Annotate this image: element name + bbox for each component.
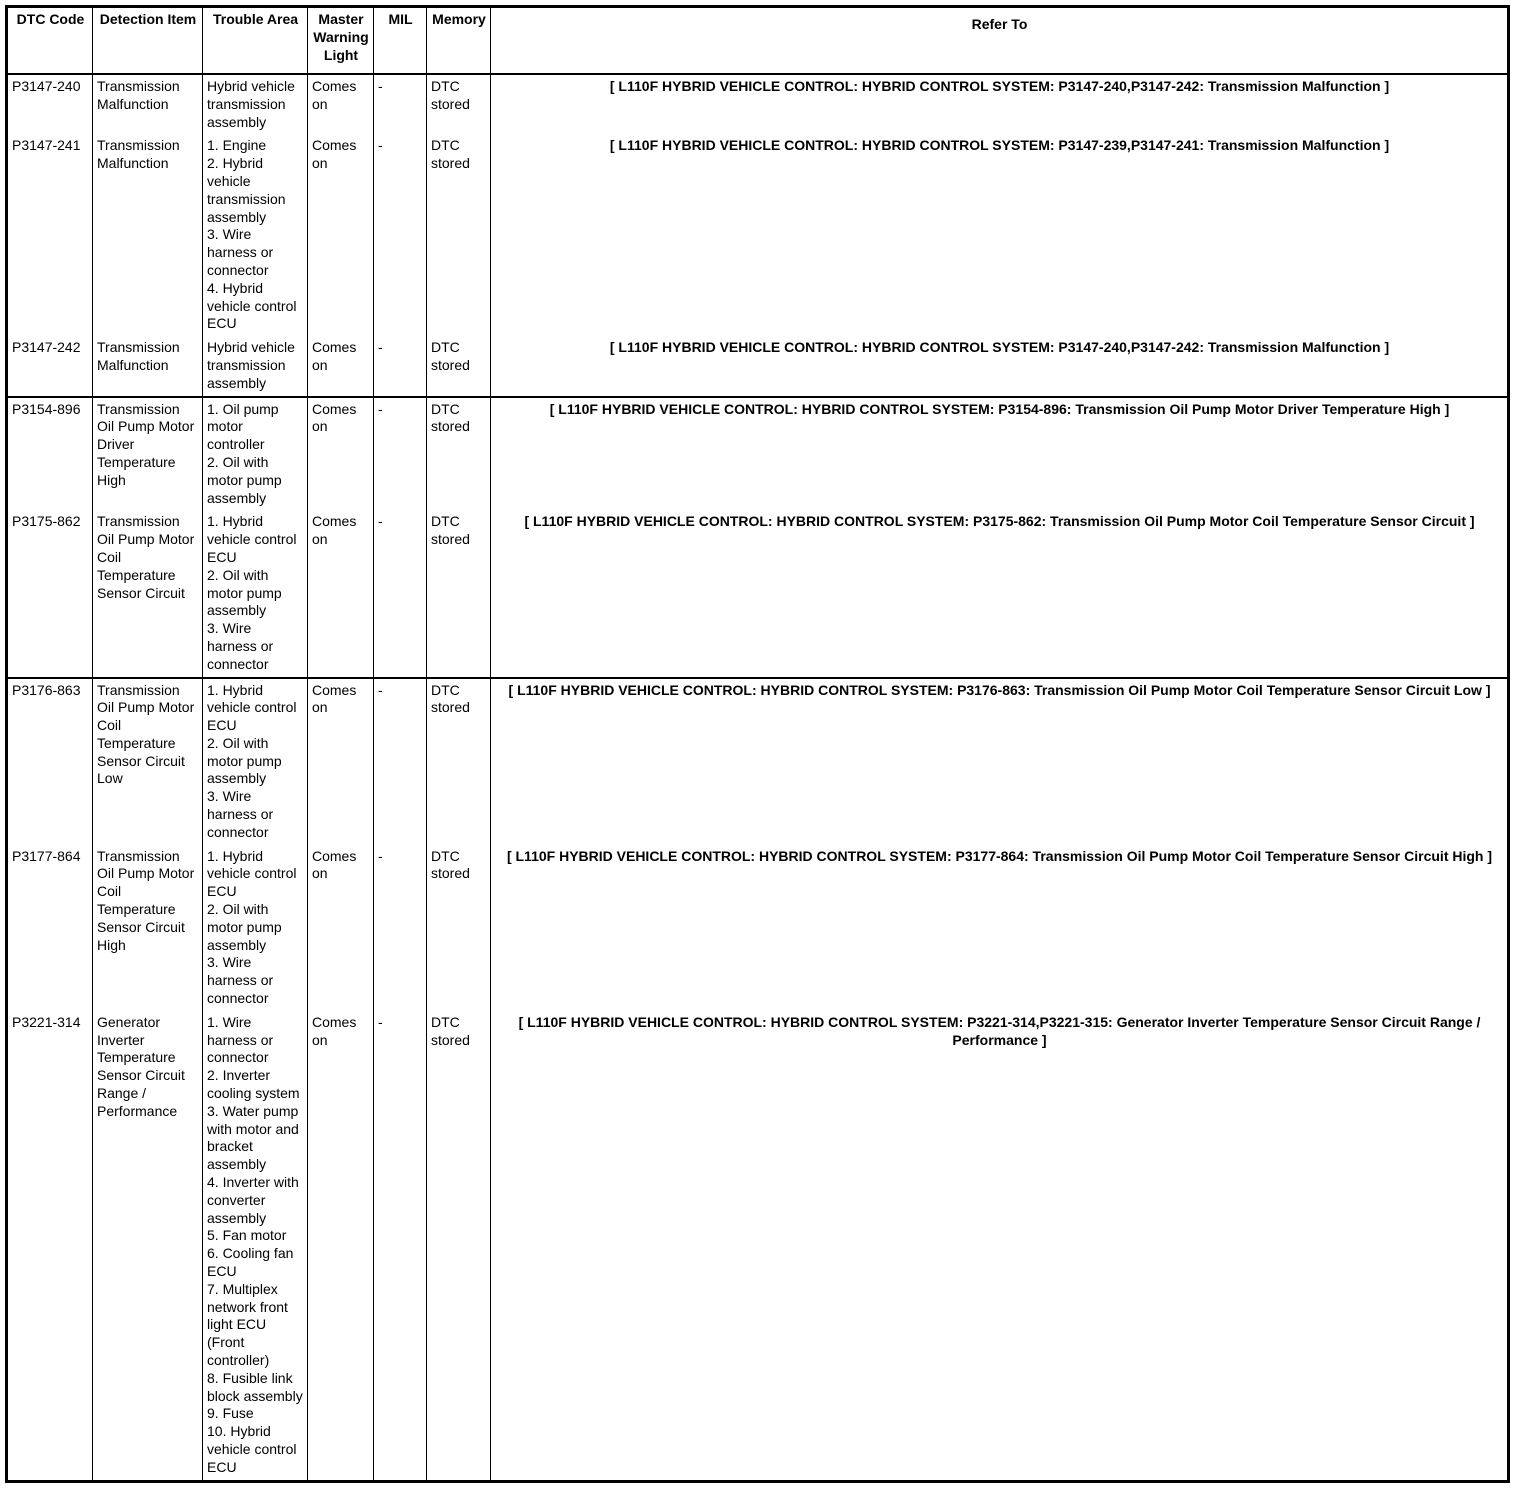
master-warning-cell: Comes on: [308, 134, 374, 336]
detection-item-cell: Transmission Oil Pump Motor Coil Temperature Sensor Circuit: [93, 510, 203, 677]
trouble-area-item: 1. Engine: [207, 137, 267, 154]
detection-item-cell: Transmission Oil Pump Motor Coil Temperature Sensor Circuit Low: [93, 678, 203, 845]
trouble-area-item: 1. Hybrid vehicle control ECU: [207, 513, 297, 565]
refer-to-link[interactable]: [ L110F HYBRID VEHICLE CONTROL: HYBRID CONTROL SYSTEM: P3147-239,P3147-241: Transmission Malfunction ]: [491, 134, 1509, 336]
detection-item-cell: Generator Inverter Temperature Sensor Circuit Range / Performance: [93, 1011, 203, 1481]
detection-item-cell: Transmission Oil Pump Motor Coil Temperature Sensor Circuit High: [93, 845, 203, 1011]
master-warning-cell: Comes on: [308, 678, 374, 845]
header-dtc-code: DTC Code: [7, 7, 93, 75]
trouble-area-item: 3. Wire harness or connector: [207, 620, 274, 672]
trouble-area-item: 1. Hybrid vehicle control ECU: [207, 847, 297, 900]
detection-item-cell: Transmission Malfunction: [93, 74, 203, 134]
table-row: [7, 845, 1509, 1011]
trouble-area-item: 3. Water pump with motor and bracket assembly: [207, 1102, 299, 1173]
memory-cell: DTC stored: [427, 845, 491, 1011]
dtc-code-cell: P3221-314: [7, 1011, 93, 1481]
table-row: [7, 397, 1509, 511]
trouble-area-item: 1. Oil pump motor controller: [207, 400, 279, 453]
trouble-area-item: 4. Hybrid vehicle control ECU: [207, 279, 297, 332]
trouble-area-item: 4. Inverter with converter assembly: [207, 1174, 299, 1226]
detection-item-cell: Transmission Malfunction: [93, 336, 203, 396]
header-row: [7, 7, 1509, 75]
dtc-code-cell: P3147-242: [7, 336, 93, 396]
mil-cell: -: [374, 1011, 427, 1481]
refer-to-link[interactable]: [ L110F HYBRID VEHICLE CONTROL: HYBRID CONTROL SYSTEM: P3177-864: Transmission Oil Pump Motor Coil Temperature Sensor Circuit High ]: [491, 845, 1509, 1011]
memory-cell: DTC stored: [427, 510, 491, 677]
header-mil: MIL: [374, 7, 427, 75]
refer-to-link[interactable]: [ L110F HYBRID VEHICLE CONTROL: HYBRID CONTROL SYSTEM: P3221-314,P3221-315: Generator Inverter Temperature Sensor Circuit Range / Performance ]: [491, 1011, 1509, 1481]
refer-to-link[interactable]: [ L110F HYBRID VEHICLE CONTROL: HYBRID CONTROL SYSTEM: P3154-896: Transmission Oil Pump Motor Driver Temperature High ]: [491, 397, 1509, 511]
master-warning-cell: Comes on: [308, 397, 374, 511]
mil-cell: -: [374, 134, 427, 336]
mil-cell: -: [374, 510, 427, 677]
trouble-area-item: 2. Oil with motor pump assembly: [207, 453, 282, 506]
memory-cell: DTC stored: [427, 336, 491, 396]
trouble-area-cell: [203, 1011, 308, 1481]
header-detection-item: Detection Item: [93, 7, 203, 75]
trouble-area-item: 8. Fusible link block assembly: [207, 1369, 303, 1404]
refer-to-link[interactable]: [ L110F HYBRID VEHICLE CONTROL: HYBRID CONTROL SYSTEM: P3175-862: Transmission Oil Pump Motor Coil Temperature Sensor Circuit ]: [491, 510, 1509, 677]
dtc-code-cell: P3147-240: [7, 74, 93, 134]
table-row: [7, 74, 1509, 134]
trouble-area-item: 7. Multiplex network front light ECU (Front controller): [207, 1280, 288, 1368]
mil-cell: -: [374, 845, 427, 1011]
trouble-area-cell: [203, 397, 308, 511]
trouble-area-cell: [203, 678, 308, 845]
trouble-area-item: 2. Oil with motor pump assembly: [207, 566, 282, 619]
mil-cell: -: [374, 74, 427, 134]
trouble-area-item: 3. Wire harness or connector: [207, 788, 274, 840]
table-row: [7, 678, 1509, 845]
trouble-area-item: 2. Inverter cooling system: [207, 1067, 300, 1102]
dtc-code-cell: P3147-241: [7, 134, 93, 336]
table-row: [7, 1011, 1509, 1481]
header-memory: Memory: [427, 7, 491, 75]
detection-item-cell: Transmission Oil Pump Motor Driver Temperature High: [93, 397, 203, 511]
trouble-area-cell: Hybrid vehicle transmission assembly: [203, 336, 308, 396]
refer-to-link[interactable]: [ L110F HYBRID VEHICLE CONTROL: HYBRID CONTROL SYSTEM: P3176-863: Transmission Oil Pump Motor Coil Temperature Sensor Circuit Low ]: [491, 678, 1509, 845]
memory-cell: DTC stored: [427, 1011, 491, 1481]
dtc-table-container: [5, 5, 1507, 1495]
memory-cell: DTC stored: [427, 74, 491, 134]
dtc-code-cell: P3177-864: [7, 845, 93, 1011]
trouble-area-item: 9. Fuse: [207, 1405, 254, 1422]
header-refer-to: Refer To: [491, 7, 1509, 75]
dtc-code-cell: P3176-863: [7, 678, 93, 845]
master-warning-cell: Comes on: [308, 74, 374, 134]
memory-cell: DTC stored: [427, 678, 491, 845]
refer-to-link[interactable]: [ L110F HYBRID VEHICLE CONTROL: HYBRID CONTROL SYSTEM: P3147-240,P3147-242: Transmission Malfunction ]: [491, 336, 1509, 396]
trouble-area-item: 6. Cooling fan ECU: [207, 1245, 294, 1279]
trouble-area-item: 10. Hybrid vehicle control ECU: [207, 1423, 297, 1475]
detection-item-cell: Transmission Malfunction: [93, 134, 203, 336]
dtc-code-cell: P3175-862: [7, 510, 93, 677]
mil-cell: -: [374, 336, 427, 396]
table-row: [7, 510, 1509, 677]
header-trouble-area: Trouble Area: [203, 7, 308, 75]
trouble-area-item: 2. Oil with motor pump assembly: [207, 901, 282, 953]
dtc-code-cell: P3154-896: [7, 397, 93, 511]
dtc-table: [5, 5, 1510, 1483]
master-warning-cell: Comes on: [308, 510, 374, 677]
header-master-warning-light: Master Warning Light: [308, 7, 374, 75]
memory-cell: DTC stored: [427, 134, 491, 336]
master-warning-cell: Comes on: [308, 1011, 374, 1481]
trouble-area-cell: [203, 845, 308, 1011]
trouble-area-item: 1. Wire harness or connector: [207, 1013, 274, 1066]
trouble-area-cell: [203, 134, 308, 336]
master-warning-cell: Comes on: [308, 336, 374, 396]
trouble-area-item: 3. Wire harness or connector: [207, 954, 274, 1007]
refer-to-link[interactable]: [ L110F HYBRID VEHICLE CONTROL: HYBRID CONTROL SYSTEM: P3147-240,P3147-242: Transmission Malfunction ]: [491, 74, 1509, 134]
table-row: [7, 134, 1509, 336]
trouble-area-item: 5. Fan motor: [207, 1227, 287, 1244]
trouble-area-cell: [203, 510, 308, 677]
mil-cell: -: [374, 678, 427, 845]
trouble-area-item: 3. Wire harness or connector: [207, 226, 274, 278]
trouble-area-cell: Hybrid vehicle transmission assembly: [203, 74, 308, 134]
trouble-area-item: 2. Oil with motor pump assembly: [207, 734, 282, 787]
table-row: [7, 336, 1509, 396]
master-warning-cell: Comes on: [308, 845, 374, 1011]
trouble-area-item: 2. Hybrid vehicle transmission assembly: [207, 155, 286, 225]
mil-cell: -: [374, 397, 427, 511]
memory-cell: DTC stored: [427, 397, 491, 511]
trouble-area-item: 1. Hybrid vehicle control ECU: [207, 681, 297, 734]
